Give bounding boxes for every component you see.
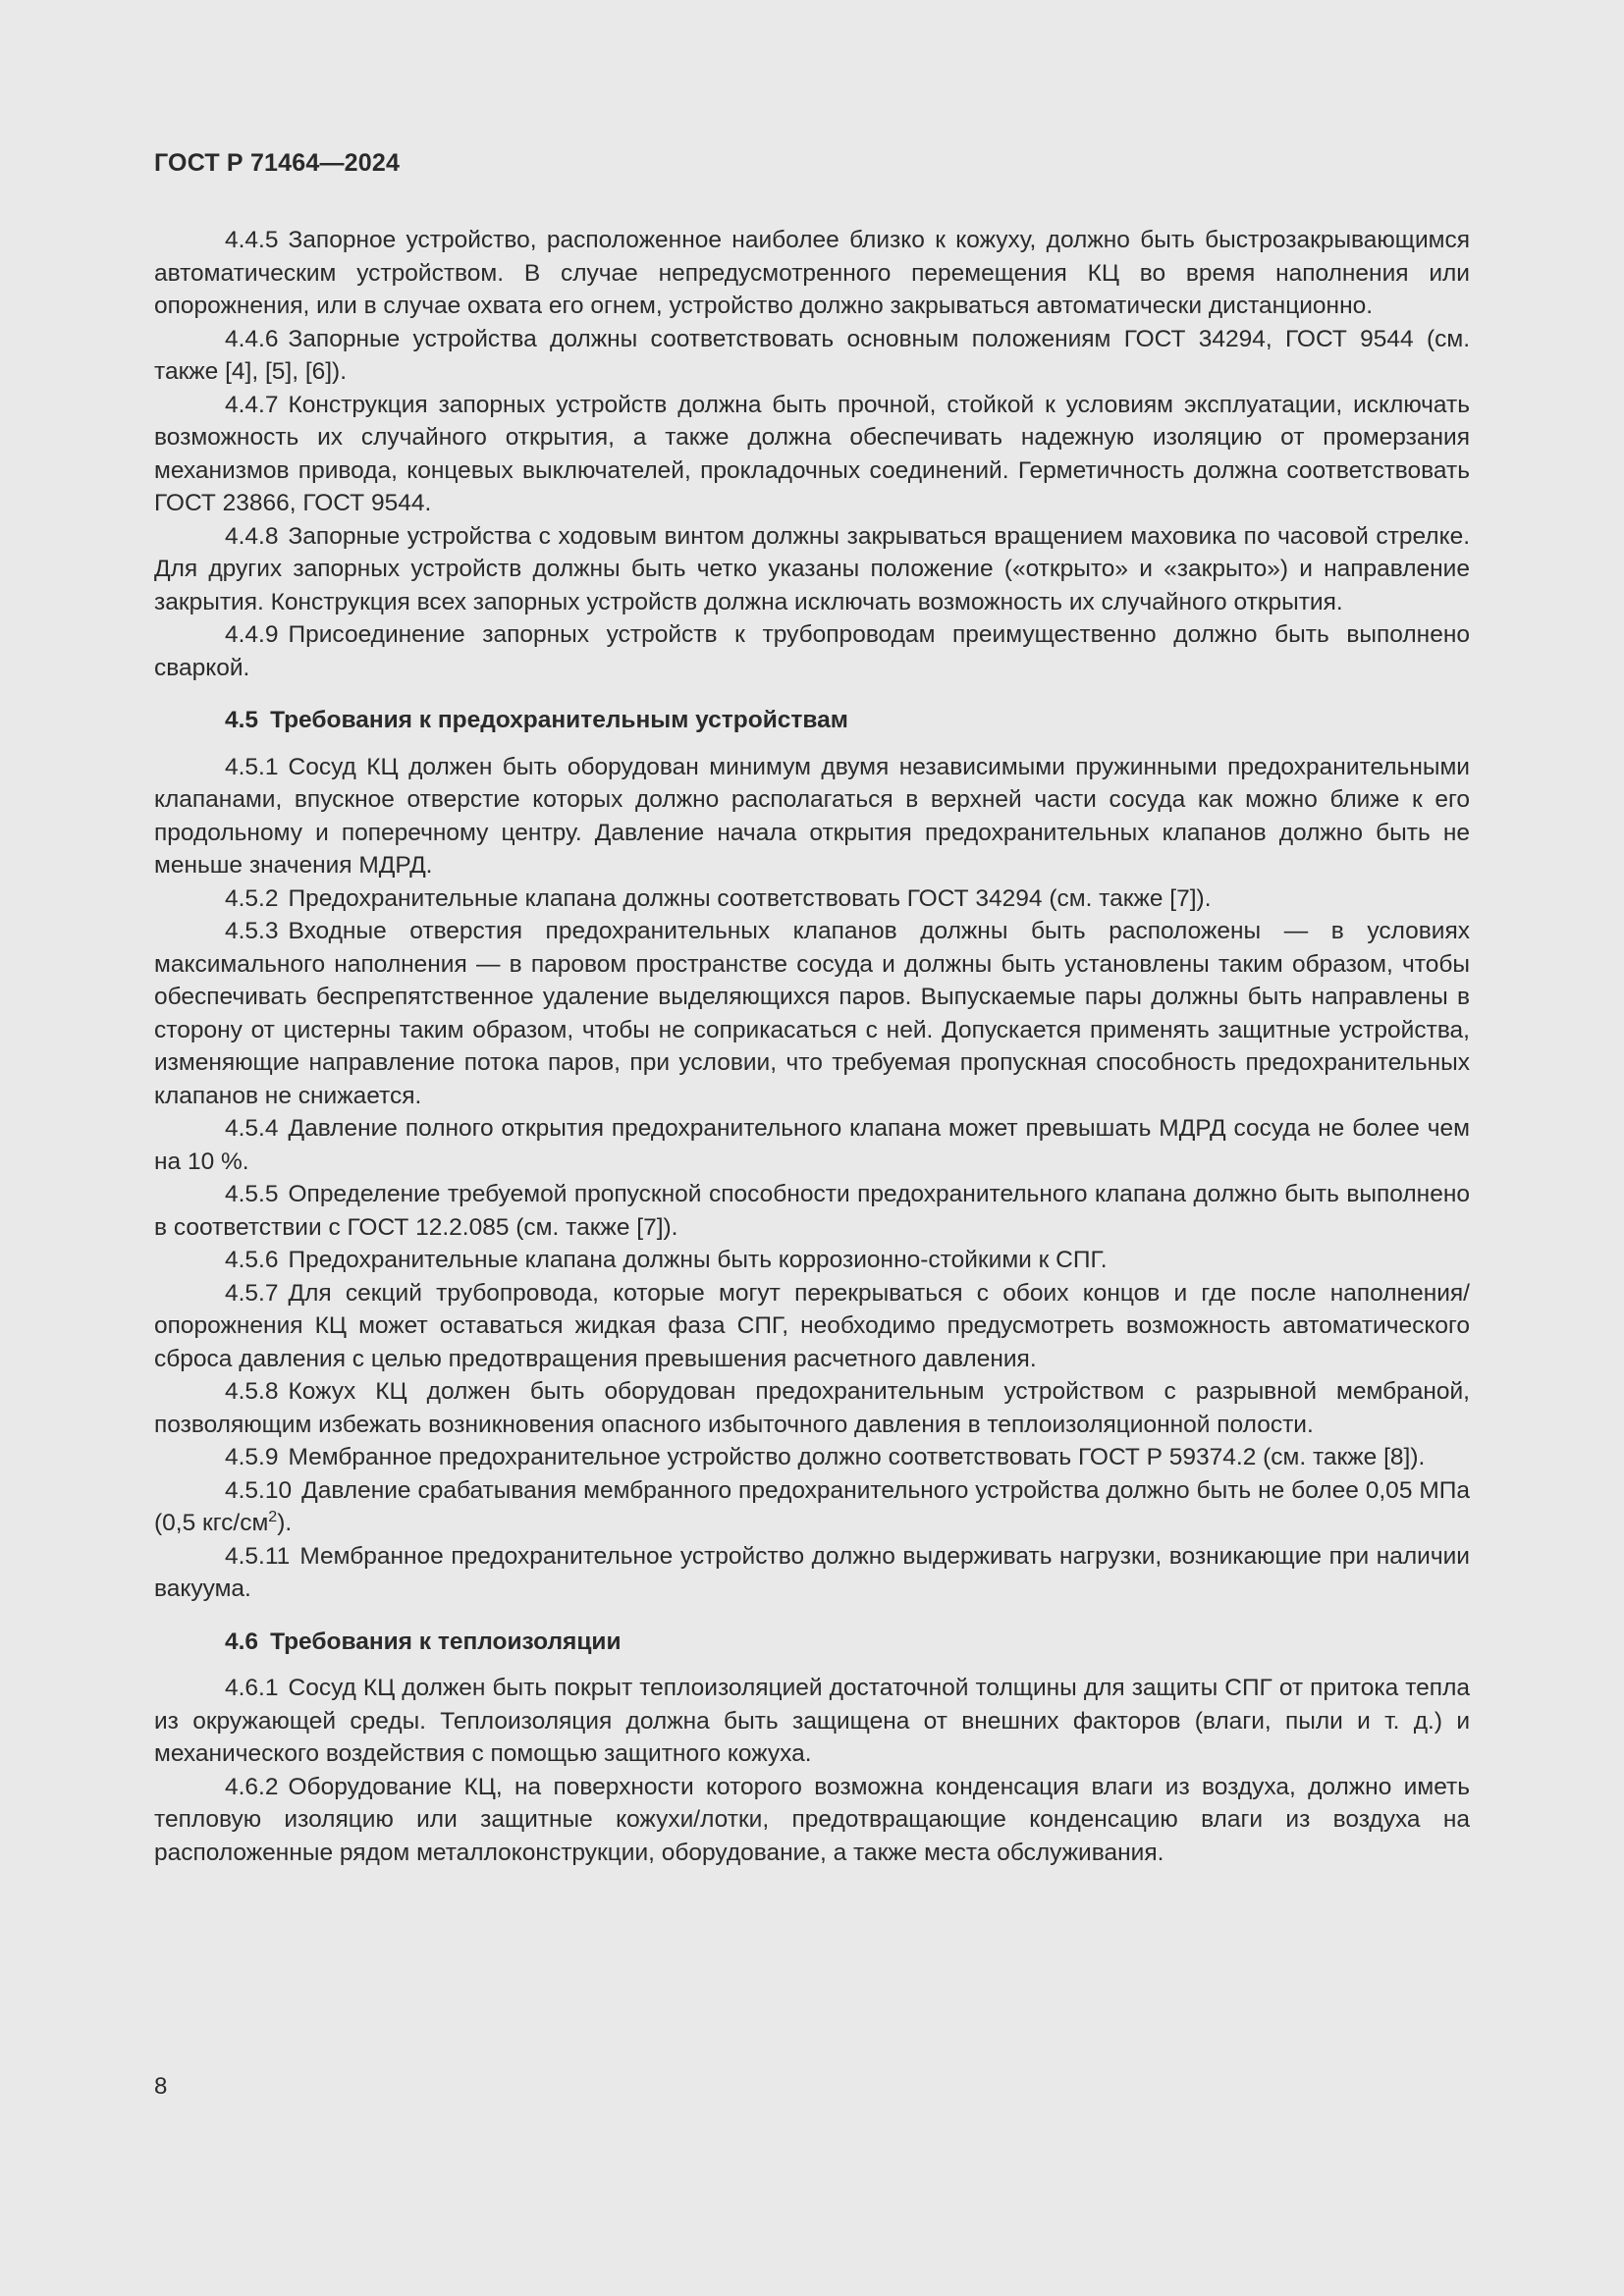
clause-number: 4.5.10: [225, 1476, 293, 1504]
clause-number: 4.5.3: [225, 918, 279, 944]
clause-number: 4.5.6: [225, 1247, 279, 1273]
clause-number: 4.4.7: [225, 391, 279, 418]
clause-paragraph: [154, 1441, 1470, 1474]
clause-paragraph: [154, 882, 1470, 916]
section-number: 4.5: [225, 707, 259, 733]
clause-text: Предохранительные клапана должны соответствовать ГОСТ 34294 (см. также [7]).: [288, 884, 1212, 912]
clause-paragraph: [154, 1672, 1470, 1771]
clause-paragraph: [154, 1474, 1470, 1540]
clause-paragraph: [154, 1244, 1470, 1277]
clause-text: Присоединение запорных устройств к трубопроводам преимущественно должно быть выполнено сваркой.: [154, 621, 1470, 681]
clause-number: 4.5.5: [225, 1181, 279, 1207]
clause-number: 4.5.11: [225, 1542, 291, 1570]
superscript: 2: [268, 1509, 278, 1525]
clause-paragraph: [154, 1277, 1470, 1376]
clause-text: Запорное устройство, расположенное наиболее близко к кожуху, должно быть быстрозакрывающимся автоматическим устройством. В случае непредусмотренного перемещения КЦ во время наполнения или опорожнения, или в случае охвата его огнем, устройство должно закрываться автоматически дистанционно.: [154, 227, 1470, 319]
section-heading-4-5: [154, 704, 1470, 737]
clause-number: 4.5.4: [225, 1115, 279, 1142]
clause-text: Мембранное предохранительное устройство должно выдерживать нагрузки, возникающие при наличии вакуума.: [154, 1542, 1470, 1602]
clause-4-4-list: [154, 224, 1470, 684]
clause-paragraph: [154, 1112, 1470, 1178]
clause-4-5-list: [154, 751, 1470, 1606]
clause-number: 4.6.1: [225, 1675, 279, 1701]
section-number: 4.6: [225, 1628, 259, 1655]
clause-number: 4.4.9: [225, 621, 279, 648]
page-number: 8: [154, 2073, 168, 2100]
section-title: Требования к предохранительным устройствам: [270, 707, 848, 733]
clause-text: Предохранительные клапана должны быть коррозионно-стойкими к СПГ.: [288, 1247, 1108, 1273]
clause-text: Кожух КЦ должен быть оборудован предохранительным устройством с разрывной мембраной, позволяющим избежать возникновения опасного избыточного давления в теплоизоляционной полости.: [154, 1378, 1470, 1438]
clause-number: 4.5.1: [225, 753, 279, 780]
clause-paragraph: [154, 751, 1470, 882]
clause-number: 4.4.6: [225, 325, 279, 352]
clause-text: Для секций трубопровода, которые могут перекрываться с обоих концов и где после наполнения/опорожнения КЦ может оставаться жидкая фаза СПГ, необходимо предусмотреть возможность автоматического сброса давления с целью предотвращения превышения расчетного давления.: [154, 1279, 1470, 1372]
clause-text: Конструкция запорных устройств должна быть прочной, стойкой к условиям эксплуатации, исключать возможность их случайного открытия, а также должна обеспечивать надежную изоляцию от промерзания механизмов привода, концевых выключателей, прокладочных соединений. Герметичность должна соответствовать ГОСТ 23866, ГОСТ 9544.: [154, 391, 1470, 516]
clause-paragraph: [154, 1540, 1470, 1606]
clause-paragraph: [154, 618, 1470, 684]
clause-text: Мембранное предохранительное устройство должно соответствовать ГОСТ Р 59374.2 (см. также [8]).: [288, 1444, 1426, 1470]
document-body: [154, 224, 1470, 1869]
clause-number: 4.6.2: [225, 1773, 279, 1800]
clause-text: Сосуд КЦ должен быть оборудован минимум двумя независимыми пружинными предохранительными клапанами, впускное отверстие которых должно располагаться в верхней части сосуда как можно ближе к его продольному и поперечному центру. Давление начала открытия предохранительных клапанов должно быть не меньше значения МДРД.: [154, 753, 1470, 879]
clause-number: 4.5.2: [225, 884, 279, 912]
clause-text: Запорные устройства должны соответствовать основным положениям ГОСТ 34294, ГОСТ 9544 (см. также [4], [5], [6]).: [154, 325, 1470, 385]
clause-text: Оборудование КЦ, на поверхности которого возможна конденсация влаги из воздуха, должно иметь тепловую изоляцию или защитные кожухи/лотки, предотвращающие конденсацию влаги из воздуха на расположенные рядом металлоконструкции, оборудование, а также места обслуживания.: [154, 1773, 1470, 1866]
clause-paragraph: [154, 520, 1470, 619]
clause-text-tail: ).: [277, 1510, 293, 1536]
clause-paragraph: [154, 389, 1470, 520]
clause-text: Давление срабатывания мембранного предохранительного устройства должно быть не более 0,05 МПа (0,5 кгс/см: [154, 1476, 1470, 1536]
document-code-header: ГОСТ Р 71464—2024: [154, 149, 401, 177]
clause-paragraph: [154, 1771, 1470, 1870]
clause-text: Давление полного открытия предохранительного клапана может превышать МДРД сосуда не более чем на 10 %.: [154, 1115, 1470, 1175]
clause-paragraph: [154, 1178, 1470, 1244]
clause-paragraph: [154, 224, 1470, 323]
clause-number: 4.5.7: [225, 1279, 279, 1307]
clause-4-6-list: [154, 1672, 1470, 1869]
clause-text: Сосуд КЦ должен быть покрыт теплоизоляцией достаточной толщины для защиты СПГ от притока тепла из окружающей среды. Теплоизоляция должна быть защищена от внешних факторов (влаги, пыли и т. д.) и механического воздействия с помощью защитного кожуха.: [154, 1675, 1470, 1767]
clause-number: 4.4.5: [225, 227, 279, 253]
section-heading-4-6: [154, 1626, 1470, 1659]
clause-text: Запорные устройства с ходовым винтом должны закрываться вращением маховика по часовой стрелке. Для других запорных устройств должны быть четко указаны положение («открыто» и «закрыто») и направление закрытия. Конструкция всех запорных устройств должна исключать возможность их случайного открытия.: [154, 522, 1470, 615]
section-title: Требования к теплоизоляции: [270, 1628, 622, 1655]
clause-number: 4.5.8: [225, 1378, 279, 1405]
clause-paragraph: [154, 915, 1470, 1112]
clause-paragraph: [154, 1375, 1470, 1441]
clause-number: 4.4.8: [225, 522, 279, 550]
clause-paragraph: [154, 323, 1470, 389]
clause-number: 4.5.9: [225, 1444, 279, 1470]
clause-text: Входные отверстия предохранительных клапанов должны быть расположены — в условиях максимального наполнения — в паровом пространстве сосуда и должны быть установлены таким образом, чтобы обеспечивать беспрепятственное удаление выделяющихся паров. Выпускаемые пары должны быть направлены в сторону от цистерны таким образом, чтобы не соприкасаться с ней. Допускается применять защитные устройства, изменяющие направление потока паров, при условии, что требуемая пропускная способность предохранительных клапанов не снижается.: [154, 918, 1470, 1109]
clause-text: Определение требуемой пропускной способности предохранительного клапана должно быть выполнено в соответствии с ГОСТ 12.2.085 (см. также [7]).: [154, 1181, 1470, 1241]
